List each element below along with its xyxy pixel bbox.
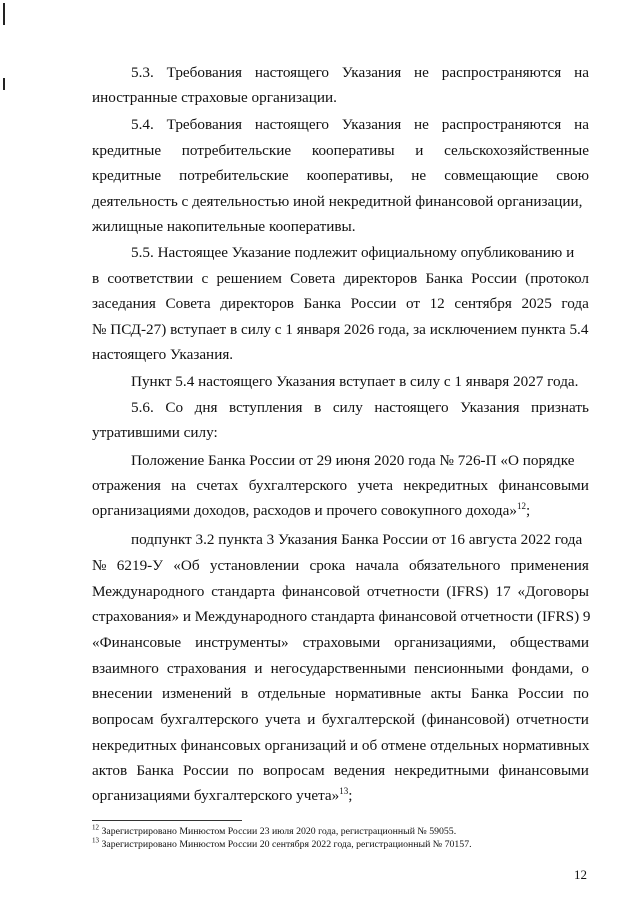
footnote-ref: 13 <box>339 785 349 796</box>
word: инструменты» <box>195 634 289 651</box>
word: финансовыми <box>498 477 589 494</box>
word: стандарта <box>211 583 276 600</box>
paragraph-line <box>92 556 589 576</box>
word: установлении <box>209 557 300 574</box>
word: отчетности <box>366 583 440 600</box>
word: России <box>183 762 229 779</box>
word: страховыми <box>302 634 381 651</box>
word: Совета <box>165 295 211 312</box>
word: отдельные <box>257 685 326 702</box>
word: бухгалтерской <box>321 711 415 728</box>
word: вопросам <box>92 711 154 728</box>
word: учета <box>357 477 393 494</box>
paragraph-line: иностранные страховые организации. <box>92 89 337 106</box>
word: кооперативы, <box>306 167 394 184</box>
word: о <box>581 660 589 677</box>
footnote-number: 12 <box>92 823 99 832</box>
footnote-divider <box>92 820 242 821</box>
paragraph-line <box>131 398 589 418</box>
word: (IFRS) <box>446 583 489 600</box>
word: в <box>241 685 249 702</box>
word: ведения <box>333 762 386 779</box>
footnote-ref: 12 <box>516 500 526 511</box>
word: 6219-У <box>116 557 163 574</box>
paragraph-line: жилищные накопительные кооперативы. <box>92 218 356 235</box>
word: совмещающие <box>444 167 539 184</box>
paragraph-line <box>92 166 589 186</box>
paragraph-line <box>92 501 589 521</box>
word: Указания <box>341 64 402 81</box>
paragraph-line <box>92 476 589 496</box>
word: соответствии <box>107 270 194 287</box>
word: «Договоры <box>517 583 589 600</box>
word: силу <box>332 399 363 416</box>
word: обществами <box>510 634 589 651</box>
word: России <box>471 270 517 287</box>
paragraph-line: Положение Банка России от 29 июня 2020 года № 726-П «О порядке <box>131 452 575 469</box>
word: счетах <box>196 477 239 494</box>
word: и <box>415 142 424 159</box>
footnote-number: 13 <box>92 836 99 845</box>
paragraph-line: 5.5. Настоящее Указание подлежит официальному опубликованию и <box>131 244 575 261</box>
word: Указания <box>460 399 520 416</box>
word: акты <box>430 685 462 702</box>
word: 17 <box>495 583 511 600</box>
word: Банка <box>303 295 342 312</box>
word: в <box>314 399 322 416</box>
page-number: 12 <box>574 867 587 882</box>
word: распространяются <box>441 116 562 133</box>
word: кредитные <box>92 167 162 184</box>
paragraph-line: настоящего Указания. <box>92 346 234 363</box>
footnote <box>92 823 457 838</box>
word: не <box>414 64 429 81</box>
word: бухгалтерского <box>160 711 259 728</box>
word: по <box>238 762 254 779</box>
word: и <box>307 711 316 728</box>
word: некредитных <box>403 477 489 494</box>
footnote-text: Зарегистрировано Минюстом России 20 сентября 2022 года, регистрационный № 70157. <box>101 839 472 850</box>
word: решением <box>216 270 282 287</box>
word: № <box>92 557 107 574</box>
word: некредитными <box>394 762 490 779</box>
word: Совета <box>290 270 336 287</box>
word: срока <box>309 557 346 574</box>
word: на <box>171 477 187 494</box>
word: «Финансовые <box>92 634 182 651</box>
word: 5.3. <box>131 64 154 81</box>
word: организациями, <box>394 634 497 651</box>
word: признать <box>531 399 589 416</box>
paragraph-line: Пункт 5.4 настоящего Указания вступает в силу с 1 января 2027 года. <box>131 373 579 390</box>
footnote-text: Зарегистрировано Минюстом России 23 июля 2020 года, регистрационный № 59055. <box>101 826 457 837</box>
word: России <box>517 685 564 702</box>
word: Банка <box>470 685 509 702</box>
word: от <box>405 295 420 312</box>
paragraph-line: подпункт 3.2 пункта 3 Указания Банка России от 16 августа 2022 года <box>131 531 583 548</box>
paragraph-line <box>92 786 589 806</box>
word: Банка <box>425 270 463 287</box>
word: Со <box>165 399 184 416</box>
word: взаимного <box>92 660 159 677</box>
paragraph-line: некредитных финансовых организаций и об отмене отдельных нормативных <box>92 737 590 754</box>
paragraph-line <box>92 294 589 314</box>
word: года <box>561 295 589 312</box>
word: сельскохозяйственные <box>444 142 589 159</box>
word: в <box>92 270 100 287</box>
word: 5.4. <box>131 116 154 133</box>
word: страхования <box>166 660 247 677</box>
paragraph-line <box>92 633 589 653</box>
word: актов <box>92 762 128 779</box>
word: (финансовой) <box>421 711 510 728</box>
word: Требования <box>166 64 242 81</box>
word: Указания <box>341 116 402 133</box>
word: отражения <box>92 477 161 494</box>
scan-mark <box>3 78 5 90</box>
word: директоров <box>343 270 418 287</box>
word: и <box>254 660 263 677</box>
word: настоящего <box>254 64 330 81</box>
paragraph-line: № ПСД-27) вступает в силу с 1 января 2026 года, за исключением пункта 5.4 <box>92 321 589 338</box>
word: фондами, <box>511 660 574 677</box>
word: 5.6. <box>131 399 154 416</box>
word: внесении <box>92 685 153 702</box>
word: кредитные <box>92 142 162 159</box>
word: бухгалтерского <box>248 477 348 494</box>
word: вступления <box>229 399 303 416</box>
word: сентября <box>454 295 512 312</box>
word: распространяются <box>441 64 562 81</box>
word: потребительские <box>181 142 292 159</box>
word: Требования <box>166 116 242 133</box>
paragraph-line <box>92 684 589 704</box>
word: кооперативы <box>311 142 395 159</box>
word: не <box>414 116 429 133</box>
word: начала <box>355 557 399 574</box>
word: дня <box>194 399 218 416</box>
word: 12 <box>429 295 445 312</box>
footnote <box>92 836 472 851</box>
word: негосударственными <box>270 660 406 677</box>
paragraph-line <box>92 659 589 679</box>
paragraph-line <box>92 582 589 602</box>
paragraph-line <box>92 761 589 781</box>
word: финансовой <box>281 583 361 600</box>
line-punct: ; <box>348 787 353 804</box>
word: финансовыми <box>498 762 589 779</box>
line-punct: ; <box>525 502 531 519</box>
line-text: организациями доходов, расходов и прочего совокупного дохода» <box>92 502 517 519</box>
line-text: организациями бухгалтерского учета» <box>92 787 340 804</box>
paragraph-line <box>131 63 589 83</box>
paragraph-line <box>92 141 589 161</box>
paragraph-line <box>131 115 589 135</box>
word: России <box>350 295 397 312</box>
word: (протокол <box>525 270 589 287</box>
word: применения <box>510 557 589 574</box>
word: 2025 <box>521 295 552 312</box>
word: Банка <box>136 762 174 779</box>
word: Международного <box>92 583 205 600</box>
word: по <box>573 685 589 702</box>
word: на <box>574 116 589 133</box>
word: учета <box>265 711 301 728</box>
word: директоров <box>220 295 294 312</box>
word: вопросам <box>262 762 325 779</box>
word: заседания <box>92 295 156 312</box>
paragraph-line: деятельность с деятельностью иной некредитной финансовой организации, <box>92 193 583 210</box>
paragraph-line <box>92 710 589 730</box>
word: пенсионными <box>414 660 504 677</box>
word: отчетности <box>516 711 589 728</box>
word: обязательного <box>408 557 501 574</box>
word: не <box>411 167 427 184</box>
word: нормативные <box>335 685 422 702</box>
paragraph-line <box>92 269 589 289</box>
word: с <box>201 270 209 287</box>
word: настоящего <box>254 116 330 133</box>
paragraph-line: утратившими силу: <box>92 424 218 441</box>
word: «Об <box>173 557 200 574</box>
scan-mark <box>3 3 5 25</box>
word: свою <box>556 167 589 184</box>
word: настоящего <box>374 399 449 416</box>
word: потребительские <box>179 167 289 184</box>
paragraph-line: страхования» и Международного стандарта финансовой отчетности (IFRS) 9 <box>92 608 591 625</box>
word: на <box>574 64 589 81</box>
word: изменений <box>161 685 232 702</box>
